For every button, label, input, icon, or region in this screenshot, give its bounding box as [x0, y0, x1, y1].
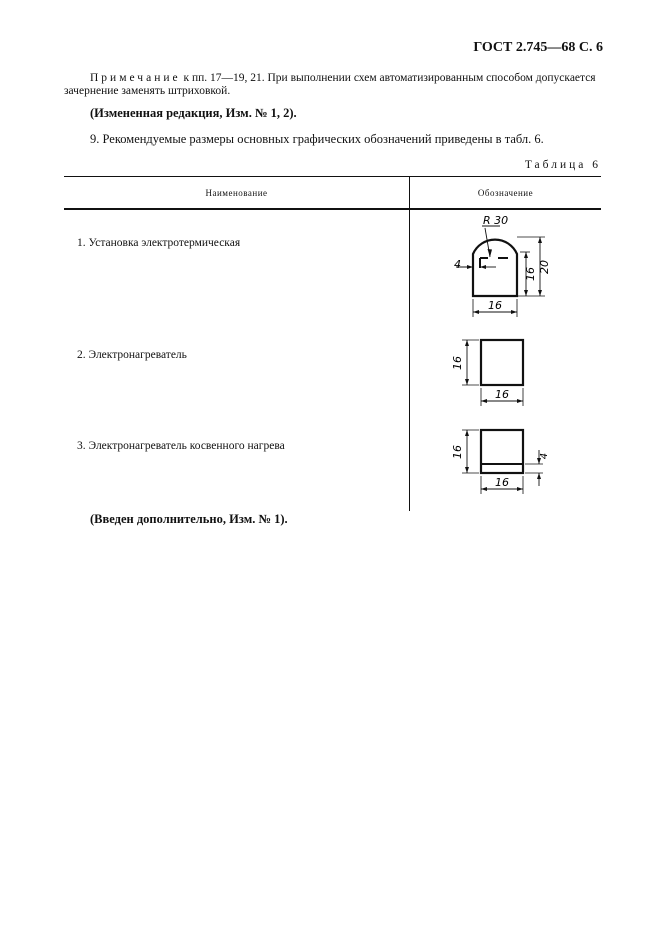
symbol-indirect-heater	[440, 420, 560, 500]
note-label: Примечание	[90, 72, 181, 84]
dim-height-label: 20	[538, 260, 551, 274]
table-column-divider	[409, 176, 410, 511]
heater-outline	[481, 340, 523, 385]
dim-width-label: 16	[495, 388, 509, 401]
symbol-electrothermal-installation	[440, 212, 560, 322]
column-header-symbol: Обозначение	[477, 188, 534, 198]
dim-width-label: 16	[495, 476, 509, 489]
note-paragraph	[64, 72, 604, 98]
dim-width-label: 16	[488, 299, 502, 312]
row-label-1: 1. Установка электротермическая	[77, 237, 241, 249]
revision-note-2: (Введен дополнительно, Изм. № 1).	[90, 512, 288, 526]
row-label-2: 2. Электронагреватель	[77, 349, 187, 361]
dim-height-label: 16	[451, 445, 464, 459]
dim-inner-height-label: 16	[524, 267, 537, 281]
table-caption: Таблица 6	[524, 159, 601, 171]
dim-height-label: 16	[451, 356, 464, 370]
note-text: к пп. 17—19, 21. При выполнении схем автоматизированным способом допускается зачернение заменять штриховкой.	[64, 72, 596, 97]
dim-inset-label: 4	[454, 258, 461, 271]
row-label-3: 3. Электронагреватель косвенного нагрева	[77, 440, 285, 452]
page-header: ГОСТ 2.745—68 С. 6	[473, 40, 603, 55]
heater-outline	[481, 430, 523, 473]
revision-note-1: (Измененная редакция, Изм. № 1, 2).	[90, 106, 297, 120]
table-header-rule	[64, 208, 601, 210]
table-top-rule	[64, 176, 601, 177]
paragraph-9: 9. Рекомендуемые размеры основных графических обозначений приведены в табл. 6.	[90, 132, 544, 146]
dim-strip-label: 4	[539, 452, 550, 460]
dim-radius-label: R 30	[483, 214, 509, 227]
column-header-name: Наименование	[205, 188, 268, 198]
symbol-electronic-heater	[440, 330, 560, 410]
